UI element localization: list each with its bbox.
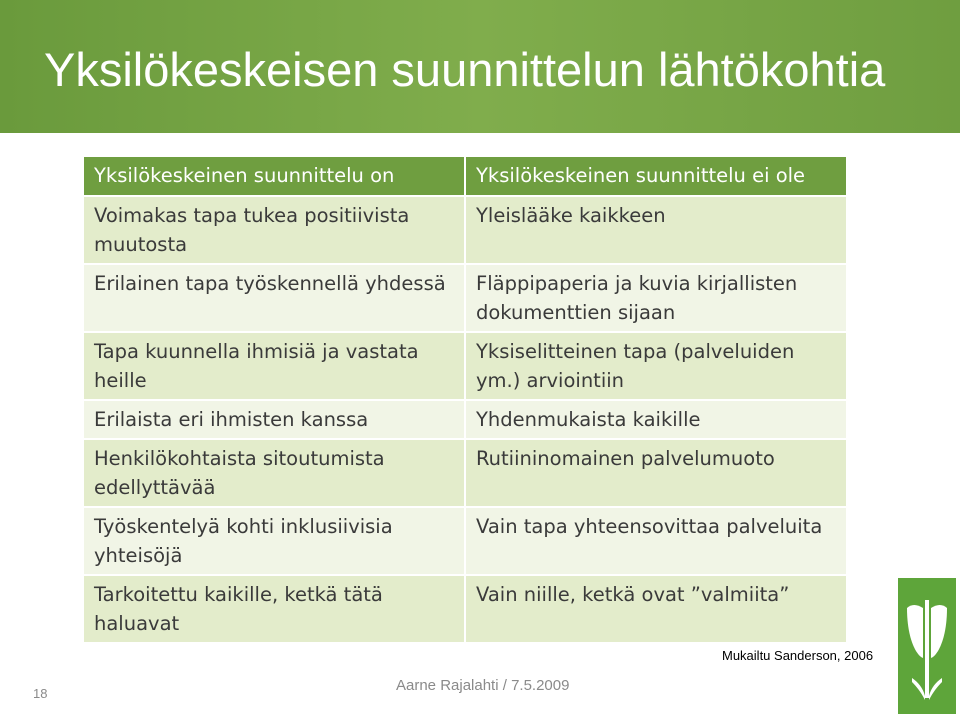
table-row	[83, 400, 847, 439]
title-banner	[0, 0, 960, 133]
table-row	[83, 439, 847, 507]
page-number: 18	[33, 686, 48, 701]
source-note: Mukailtu Sanderson, 2006	[722, 648, 874, 663]
footer-author-date: Aarne Rajalahti / 7.5.2009	[396, 677, 570, 694]
cell-is-not: Vain tapa yhteensovittaa palveluita	[465, 507, 847, 575]
slide-title: Yksilökeskeisen suunnittelun lähtökohtia	[44, 43, 886, 96]
cell-is-not: Yksiselitteinen tapa (palveluiden ym.) arviointiin	[465, 332, 847, 400]
cell-is: Henkilökohtaista sitoutumista edellyttävää	[83, 439, 465, 507]
table-row	[83, 507, 847, 575]
cell-is: Voimakas tapa tukea positiivista muutosta	[83, 196, 465, 264]
cell-is: Erilainen tapa työskennellä yhdessä	[83, 264, 465, 332]
cell-is-not: Yhdenmukaista kaikille	[465, 400, 847, 439]
table-header-row	[83, 156, 847, 196]
comparison-table	[82, 155, 848, 644]
tulip-logo-icon	[898, 578, 956, 714]
header-cell-is-not: Yksilökeskeinen suunnittelu ei ole	[465, 156, 847, 196]
cell-is: Tapa kuunnella ihmisiä ja vastata heille	[83, 332, 465, 400]
header-cell-is: Yksilökeskeinen suunnittelu on	[83, 156, 465, 196]
cell-is: Työskentelyä kohti inklusiivisia yhteisöjä	[83, 507, 465, 575]
table-row	[83, 332, 847, 400]
table-row	[83, 264, 847, 332]
cell-is-not: Rutiininomainen palvelumuoto	[465, 439, 847, 507]
cell-is-not: Fläppipaperia ja kuvia kirjallisten dokumenttien sijaan	[465, 264, 847, 332]
table-row	[83, 575, 847, 643]
cell-is-not: Yleislääke kaikkeen	[465, 196, 847, 264]
cell-is: Tarkoitettu kaikille, ketkä tätä haluavat	[83, 575, 465, 643]
cell-is-not: Vain niille, ketkä ovat ”valmiita”	[465, 575, 847, 643]
table-row	[83, 196, 847, 264]
cell-is: Erilaista eri ihmisten kanssa	[83, 400, 465, 439]
